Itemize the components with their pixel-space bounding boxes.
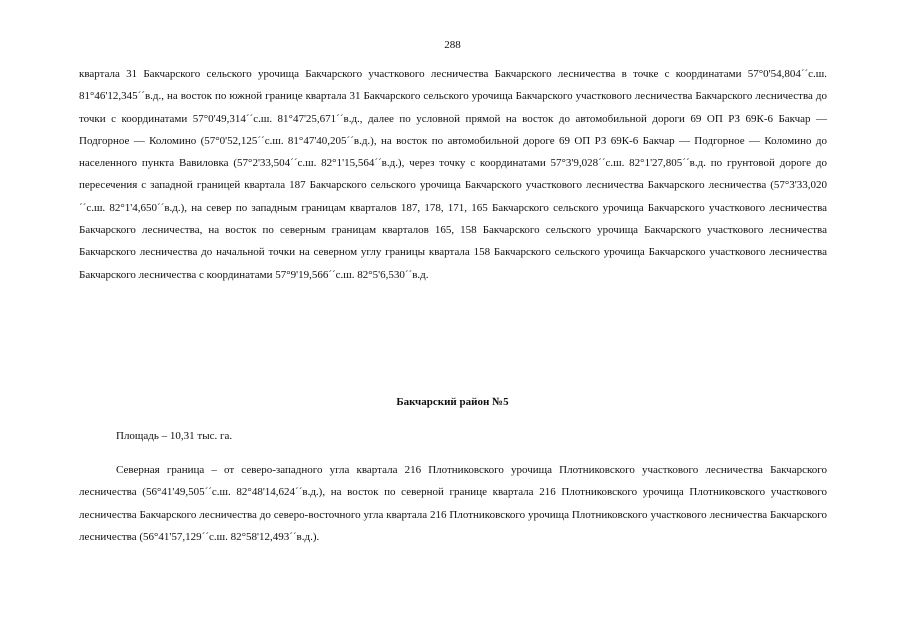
section-heading: Бакчарский район №5 <box>396 396 509 408</box>
page-number: 288 <box>444 39 461 51</box>
area-line: Площадь – 10,31 тыс. га. <box>116 430 233 442</box>
northern-boundary-paragraph: Северная граница – от северо-западного угла квартала 216 Плотниковского урочища Плотниковского участкового лесничества Бакчарского лесничества (56°41'49,505´´с.ш. 82°48'14,624´´в.д.), на восток по северной границе квартала 216 Плотниковского урочища Плотниковского участкового лесничества Бакчарского лесничества до северо-восточного угла квартала 216 Плотниковского урочища Плотниковского участкового лесничества Бакчарского лесничества (56°41'57,129´´с.ш. 82°58'12,493´´в.д.). <box>79 464 827 543</box>
boundary-paragraph-continued: квартала 31 Бакчарского сельского урочища Бакчарского участкового лесничества Бакчарского лесничества в точке с координатами 57°0'54,804´´с.ш. 81°46'12,345´´в.д., на восток по южной границе квартала 31 Бакчарского сельского урочища Бакчарского участкового лесничества Бакчарского лесничества до точки с координатами 57°0'49,314´´с.ш. 81°47'25,671´´в.д., далее по условной прямой на восток до автомобильной дороги 69 ОП РЗ 69К-6 Бакчар — Подгорное — Коломино (57°0'52,125´´с.ш. 81°47'40,205´´в.д.), на восток по автомобильной дороге 69 ОП РЗ 69К-6 Бакчар — Подгорное — Коломино до населенного пункта Вавиловка (57°2'33,504´´с.ш. 82°1'15,564´´в.д.), через точку с координатами 57°3'9,028´´с.ш. 82°1'27,805´´в.д. по грунтовой дороге до пересечения с западной границей квартала 187 Бакчарского сельского урочища Бакчарского участкового лесничества Бакчарского лесничества (57°3'33,020´´с.ш. 82°1'4,650´´в.д.), на север по западным границам кварталов 187, 178, 171, 165 Бакчарского сельского урочища Бакчарского участкового лесничества Бакчарского лесничества, на восток по северным границам кварталов 165, 158 Бакчарского сельского урочища Бакчарского участкового лесничества Бакчарского лесничества до начальной точки на северном углу границы квартала 158 Бакчарского сельского урочища Бакчарского участкового лесничества Бакчарского лесничества с координатами 57°9'19,566´´с.ш. 82°5'6,530´´в.д. <box>79 68 827 281</box>
